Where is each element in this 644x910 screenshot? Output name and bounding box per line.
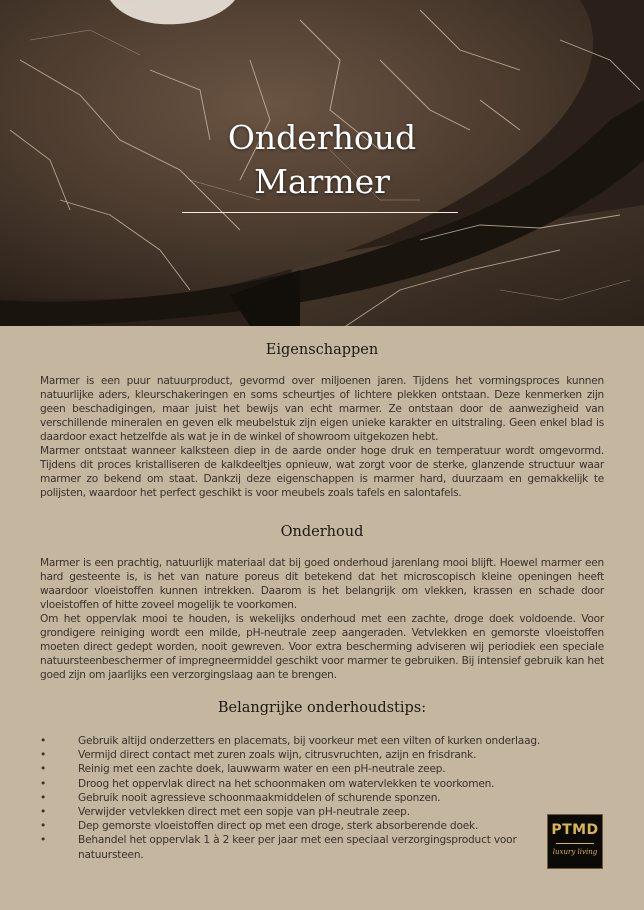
bullet: • [40, 806, 47, 819]
section-title-eigenschappen: Eigenschappen [265, 342, 379, 358]
title-line-1: Onderhoud [227, 118, 417, 157]
section-title-tips: Belangrijke onderhoudstips: [217, 700, 427, 716]
tip-item [40, 805, 558, 819]
ptmd-logo [547, 814, 603, 869]
bullet: • [40, 777, 47, 790]
hero-image [0, 0, 644, 326]
tip-item [40, 833, 558, 861]
logo-wordmark: PTMD [551, 822, 599, 838]
eigenschappen-paragraph-1: Marmer is een puur natuurproduct, gevormd over miljoenen jaren. Tijdens het vormingsproces kunnen natuurlijke aders, kleurschakeringen en soms scheurtjes of lichtere plekken ontstaan. Deze kenmerken zijn geen beschadigingen, maar juist het bewijs van echt marmer. Ze ontstaan door de aanwezigheid van verschillende mineralen en geven elk meubelstuk zijn eigen unieke karakter en uitstraling. Geen enkel blad is daardoor exact hetzelfde als wat je in de winkel of showroom uitgekozen hebt. [40, 375, 604, 443]
bullet: • [40, 749, 47, 762]
eigenschappen-paragraph-2: Marmer ontstaat wanneer kalksteen diep in de aarde onder hoge druk en temperatuur wordt omgevormd. Tijdens dit proces kristalliseren de kalkdeeltjes opnieuw, wat zorgt voor de sterke, glanzende structuur waar marmer zo bekend om staat. Dankzij deze eigenschappen is marmer hard, duurzaam en gemakkelijk te polijsten, waardoor het perfect geschikt is voor meubels zoals tafels en salontafels. [40, 445, 604, 499]
tip-item [40, 791, 558, 805]
tips-list [40, 734, 604, 862]
tip-item [40, 819, 558, 833]
tip-item [40, 762, 558, 776]
bullet: • [40, 763, 47, 776]
logo-tagline: luxury living [552, 848, 598, 856]
tip-text: Behandel het oppervlak 1 à 2 keer per jaar met een speciaal verzorgingsproduct voor natuursteen. [78, 834, 517, 861]
logo-divider [556, 843, 594, 844]
title-divider [182, 212, 458, 213]
bullet: • [40, 820, 47, 833]
tip-text: Verwijder vetvlekken direct met een sopje van pH-neutrale zeep. [78, 806, 410, 819]
tip-text: Droog het oppervlak direct na het schoonmaken om watervlekken te voorkomen. [78, 777, 495, 790]
bullet: • [40, 834, 47, 847]
tip-item [40, 748, 558, 762]
section-title-onderhoud: Onderhoud [280, 524, 364, 540]
tip-text: Reinig met een zachte doek, lauwwarm water en een pH-neutrale zeep. [78, 763, 446, 776]
tip-item [40, 777, 558, 791]
tip-text: Gebruik nooit agressieve schoonmaakmiddelen of schurende sponzen. [78, 791, 441, 804]
bullet: • [40, 735, 47, 747]
tip-text: Dep gemorste vloeistoffen direct op met een droge, sterk absorberende doek. [78, 820, 479, 833]
tip-text: Gebruik altijd onderzetters en placemats, bij voorkeur met een vilten of kurken onderlaag. [78, 735, 541, 747]
tip-item [40, 734, 558, 748]
tip-text: Vermijd direct contact met zuren zoals wijn, citrusvruchten, azijn en frisdrank. [78, 749, 477, 762]
onderhoud-paragraph-1: Marmer is een prachtig, natuurlijk materiaal dat bij goed onderhoud jarenlang mooi blijft. Hoewel marmer een hard gesteente is, is het van nature poreus dit betekend dat het microscopisch kleine openingen heeft waardoor vloeistoffen kunnen intrekken. Daarom is het belangrijk om vlekken, krassen en schade door vloeistoffen of hitte zoveel mogelijk te voorkomen. [40, 557, 604, 611]
page-title [0, 116, 644, 204]
bullet: • [40, 791, 47, 804]
document-content [40, 326, 604, 862]
onderhoud-paragraph-2: Om het oppervlak mooi te houden, is wekelijks onderhoud met een zachte, droge doek voldoende. Voor grondigere reiniging wordt een milde, pH-neutrale zeep aangeraden. Vetvlekken en gemorste vloeistoffen moeten direct gedept worden, nooit gewreven. Voor extra bescherming adviseren wij periodiek een speciale natuursteenbeschermer of impregneermiddel geschikt voor marmer te gebruiken. Bij intensief gebruik kan het goed zijn om jaarlijks een verzorgingslaag aan te brengen. [40, 613, 604, 681]
title-line-2: Marmer [254, 162, 390, 201]
